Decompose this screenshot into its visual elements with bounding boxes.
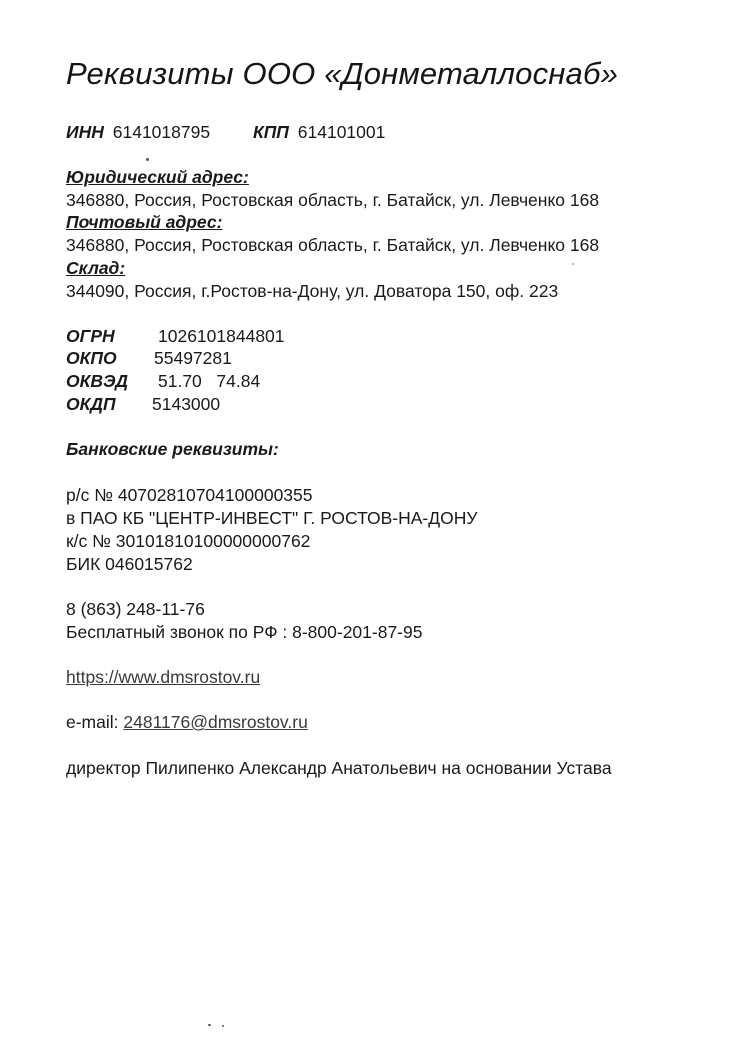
inn-label: ИНН [66,122,104,142]
email-row [66,711,308,733]
bank-corr-account: к/с № 30101810100000000762 [66,531,311,551]
email-link[interactable]: 2481176@dmsrostov.ru [123,712,308,732]
bank-heading: Банковские реквизиты: [66,439,279,459]
email-label: e-mail: [66,712,124,732]
bank-bik: БИК 046015762 [66,554,193,574]
code-label: ОГРН [66,326,115,346]
code-value: 1026101844801 [158,326,285,346]
free-call: Бесплатный звонок по РФ : 8-800-201-87-95 [66,622,423,642]
warehouse-label: Склад: [66,258,126,278]
code-row-okpo [66,347,232,369]
code-row-okdp [66,393,220,415]
code-value: 51.70 74.84 [158,371,261,391]
code-value: 5143000 [152,394,221,414]
director-line: директор Пилипенко Александр Анатольевич на основании Устава [66,758,612,778]
scan-speck [146,158,149,161]
code-row-ogrn [66,325,285,347]
postal-address-value: 346880, Россия, Ростовская область, г. Батайск, ул. Левченко 168 [66,235,600,255]
website-link[interactable]: https://www.dmsrostov.ru [66,667,261,687]
scan-speck [572,263,574,265]
legal-address-value: 346880, Россия, Ростовская область, г. Батайск, ул. Левченко 168 [66,190,600,210]
bank-account: р/с № 40702810704100000355 [66,485,313,505]
kpp-value: 614101001 [297,122,386,142]
code-label: ОКВЭД [66,371,128,391]
postal-address-label: Почтовый адрес: [66,212,223,232]
code-label: ОКПО [66,348,117,368]
warehouse-value: 344090, Россия, г.Ростов-на-Дону, ул. Доватора 150, оф. 223 [66,281,559,301]
inn-kpp-row [66,121,385,143]
code-row-okved [66,370,260,392]
scan-speck [222,1025,224,1027]
document-title: Реквизиты ООО «Донметаллоснаб» [66,56,619,91]
website-row [66,666,260,688]
scan-speck [208,1024,211,1026]
bank-name: в ПАО КБ "ЦЕНТР-ИНВЕСТ" Г. РОСТОВ-НА-ДОНУ [66,508,478,528]
phone: 8 (863) 248-11-76 [66,599,205,619]
inn-value: 6141018795 [112,122,211,142]
code-value: 55497281 [154,348,232,368]
code-label: ОКДП [66,394,116,414]
legal-address-label: Юридический адрес: [66,167,249,187]
kpp-label: КПП [252,122,289,142]
